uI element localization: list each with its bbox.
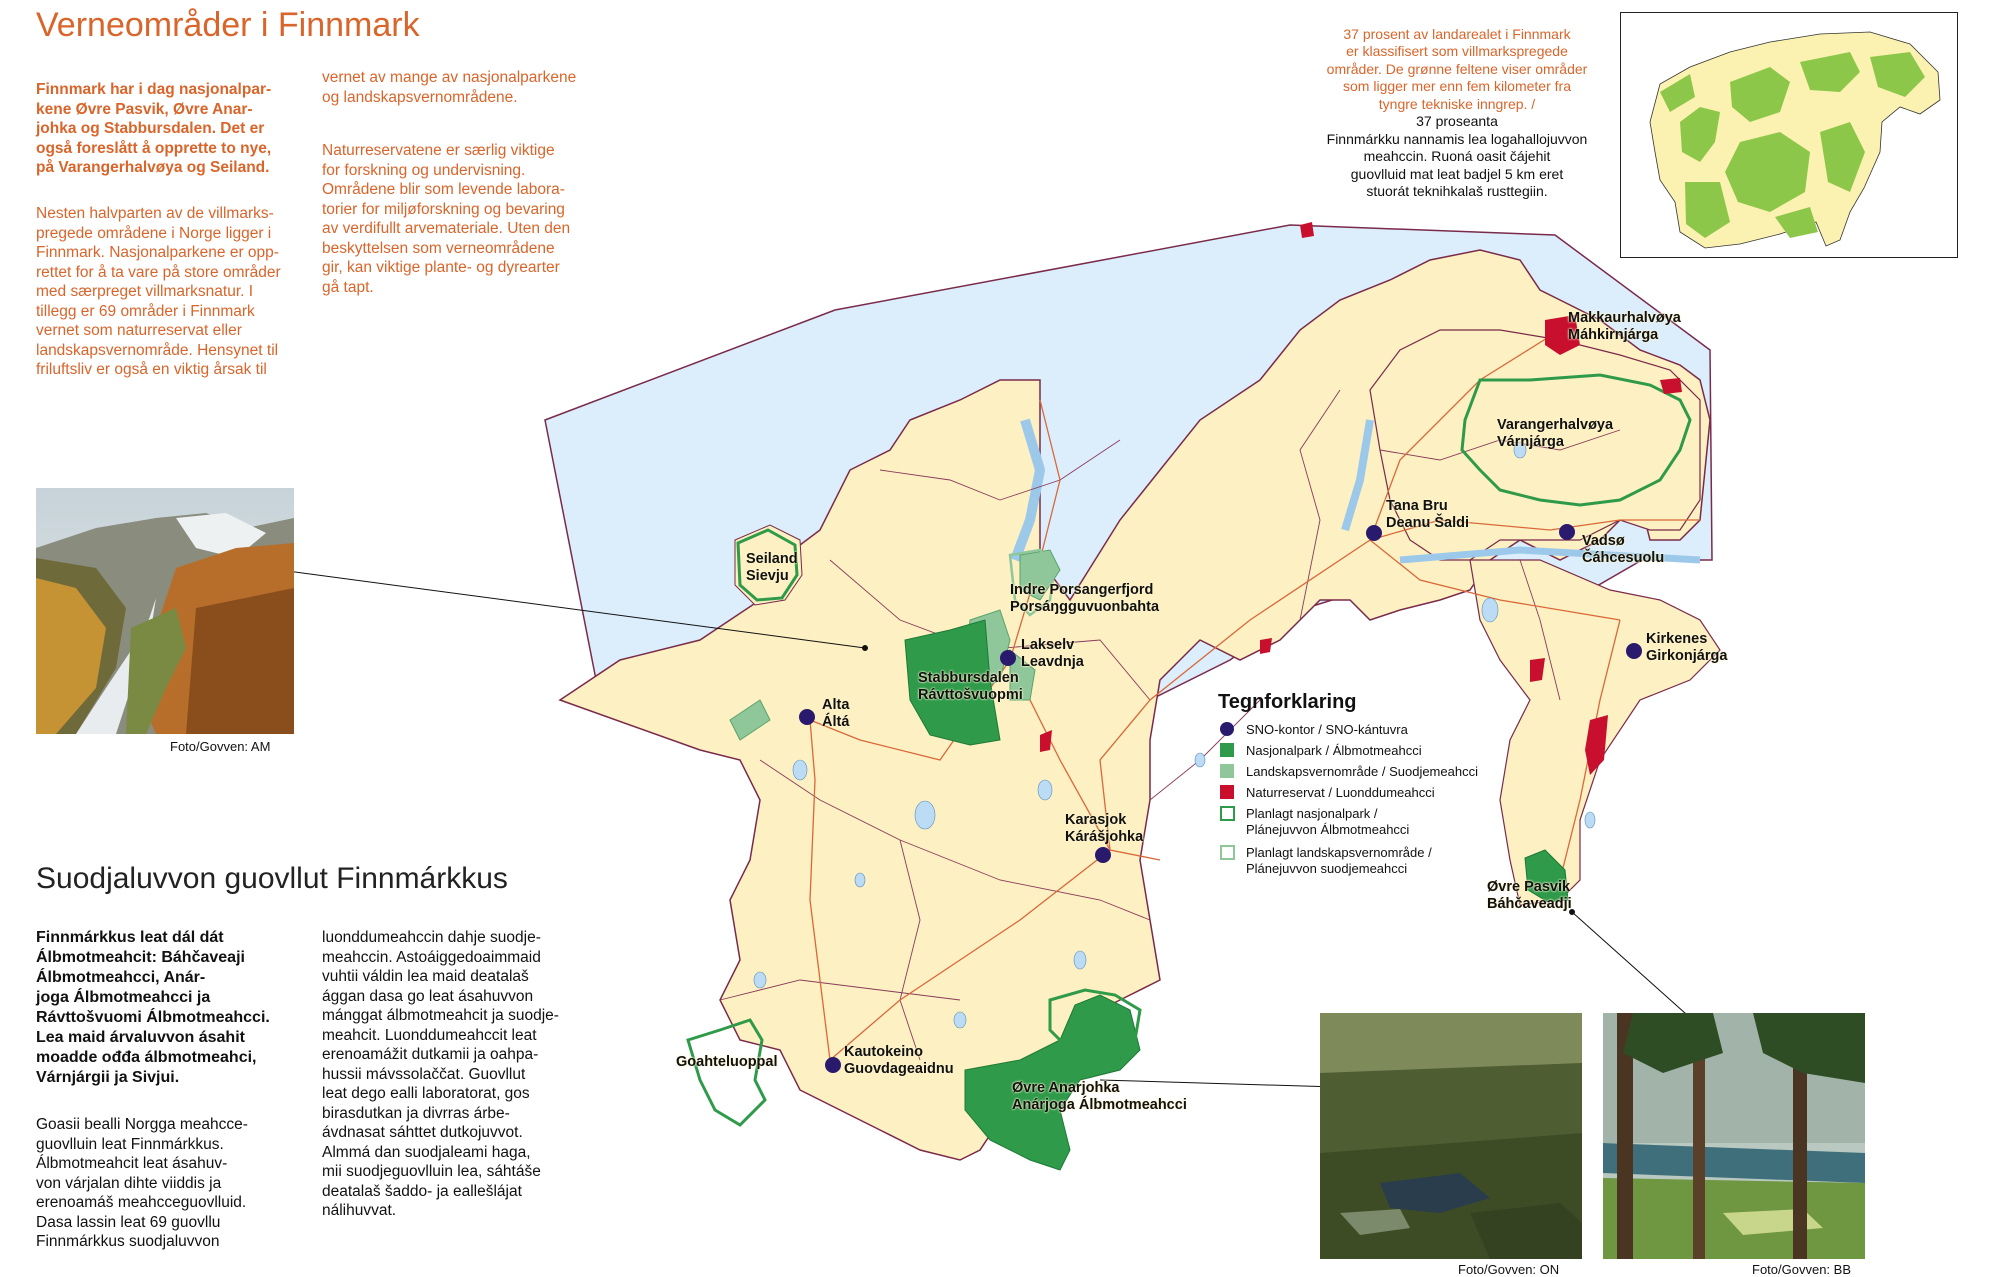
photo-anarjohka-aerial xyxy=(1320,1013,1582,1259)
legend-item-planned-landscape: Planlagt landskapsvernområde / Plánejuvvon suodjemeahcci xyxy=(1246,845,1432,876)
label-anarjohka: Øvre Anarjohka Anárjoga Álbmotmeahcci xyxy=(1012,1080,1187,1113)
sno-alta xyxy=(799,709,815,725)
legend-planned-np-symbol xyxy=(1220,806,1235,821)
photo2-caption: Foto/Govven: ON xyxy=(1458,1262,1560,1277)
intro-lead: Finnmark har i dag nasjonalpar- kene Øvre Pasvik, Øvre Anar- johka og Stabbursdalen. Det er også foreslått å opprette to nye, på Varangerhalvøya og Seiland. xyxy=(36,81,272,176)
legend-dot-symbol xyxy=(1220,722,1234,736)
label-tana: Tana Bru Deanu Šaldi xyxy=(1386,498,1469,531)
label-makkaur: Makkaurhalvøya Máhkirnjárga xyxy=(1568,310,1681,343)
legend-planned-landscape-symbol xyxy=(1220,845,1235,860)
sno-vadso xyxy=(1559,524,1575,540)
label-varanger: Varangerhalvøya Várnjárga xyxy=(1497,417,1614,450)
label-goahteluoppal: Goahteluoppal xyxy=(676,1054,778,1070)
page-title: Verneområder i Finnmark xyxy=(36,6,420,44)
sno-tana xyxy=(1366,525,1382,541)
sno-kirkenes xyxy=(1626,643,1642,659)
inset-text-norwegian: 37 prosent av landarealet i Finnmark er klassifisert som villmarkspregede områder. De grønne feltene viser områder som ligger mer enn fem kilometer fra tyngre tekniske inngrep. / xyxy=(1326,25,1588,112)
legend-national-park-symbol xyxy=(1220,743,1234,757)
legend-item-planned-np: Planlagt nasjonalpark / Plánejuvvon Álbmotmeahcci xyxy=(1246,806,1410,837)
label-vadso: Vadsø Čáhcesuolu xyxy=(1582,533,1665,566)
label-lakselv: Lakselv Leavdnja xyxy=(1021,637,1084,670)
legend-item-reserve: Naturreservat / Luonddumeahcci xyxy=(1246,785,1435,800)
photo3-caption: Foto/Govven: BB xyxy=(1752,1262,1851,1277)
section2-lead: Finnmárkkus leat dál dát Álbmotmeahcit: Báhčaveaji Álbmotmeahcci, Anár- joga Álbmotmeahcci ja Rávttošvuomi Álbmotmeahcci. Lea maid árvaluvvon ásahit moadde ođđa álbmotmeahci, Várnjárgii ja Sivjui. xyxy=(36,929,270,1086)
legend-item-national-park: Nasjonalpark / Álbmotmeahcci xyxy=(1246,743,1422,758)
photo-pasvik-forest xyxy=(1603,1013,1865,1259)
legend-item-sno: SNO-kontor / SNO-kántuvra xyxy=(1246,722,1408,737)
label-karasjok: Karasjok Kárášjohka xyxy=(1065,812,1144,845)
label-seiland: Seiland Sievju xyxy=(746,551,798,584)
label-stabbursdalen: Stabbursdalen Rávttošvuopmi xyxy=(918,670,1023,703)
label-kautokeino: Kautokeino Guovdageaidnu xyxy=(844,1044,954,1077)
sno-lakselv xyxy=(1000,650,1016,666)
section2-heading: Suodjaluvvon guovllut Finnmárkkus xyxy=(36,862,508,895)
section2-col1: Goasii bealli Norgga meahcce- guovlluin leat Finnmárkkus. Álbmotmeahcit leat ásahuv- von várjalan dihte viiddis ja erenoamáš meahcceguovlluid. Dasa lassin leat 69 guovllu Finnmárkkus suodjaluvvon xyxy=(36,1116,248,1250)
legend-reserve-symbol xyxy=(1220,785,1234,799)
intro-col2a: vernet av mange av nasjonalparkene og landskapsvernområdene. xyxy=(322,69,577,106)
label-alta: Alta Áltá xyxy=(822,697,850,730)
legend-item-landscape: Landskapsvernområde / Suodjemeahcci xyxy=(1246,764,1478,779)
label-porsanger: Indre Porsangerfjord Porsáŋgguvuonbahta xyxy=(1010,582,1160,615)
intro-col2b: Naturreservatene er særlig viktige for forskning og undervisning. Områdene blir som levende labora- torier for miljøforskning og bevaring av verdifullt arvemateriale. Uten den beskyttelsen som verneområdene gir, kan viktige plante- og dyrearter gå tapt. xyxy=(322,142,571,296)
photo1-caption: Foto/Govven: AM xyxy=(170,739,271,754)
sno-karasjok xyxy=(1095,847,1111,863)
label-kirkenes: Kirkenes Girkonjárga xyxy=(1646,631,1728,664)
legend-landscape-symbol xyxy=(1220,764,1234,778)
intro-col1: Nesten halvparten av de villmarks- pregede områdene i Norge ligger i Finnmark. Nasjonalparkene er opp- rettet for å ta vare på store områder med særpreget villmarksnatur. I tillegg er 69 områder i Finnmark vernet som naturreservat eller landskapsvernområde. Hensynet til friluftsliv er også en viktig årsak til xyxy=(36,205,281,378)
label-pasvik: Øvre Pasvik Báhčaveadji xyxy=(1487,879,1572,912)
inset-text-sami: 37 proseanta Finnmárkku nannamis lea logahallojuvvon meahccin. Ruoná oasit čájehit guovlluid mat leat badjel 5 km eret stuorát teknihkalaš rusttegiin. xyxy=(1326,113,1588,199)
photo-stabbursdalen-valley xyxy=(36,488,294,734)
section2-col2: luonddumeahccin dahje suodje- meahccin. Astoáiggedoaimmaid vuhtii váldin lea maid deatalaš ággan dasa go leat ásahuvvon mánggat álbmotmeahcit ja suodje- meahcit. Luonddumeahccit leat erenoamážit dutkamii ja oahpa- hussii mávssolaččat. Guovllut leat dego ealli laboratorat, gos birasdutkan ja divrras árbe- ávdnasat sáhttet dutkojuvvot. Almmá dan suodjaleami haga, mii suodjeguovlluin lea, sáhtáše deatalaš šaddo- ja eallešlájat nálihuvvat. xyxy=(322,929,559,1219)
sno-kautokeino xyxy=(825,1057,841,1073)
legend-title: Tegnforklaring xyxy=(1218,691,1357,713)
